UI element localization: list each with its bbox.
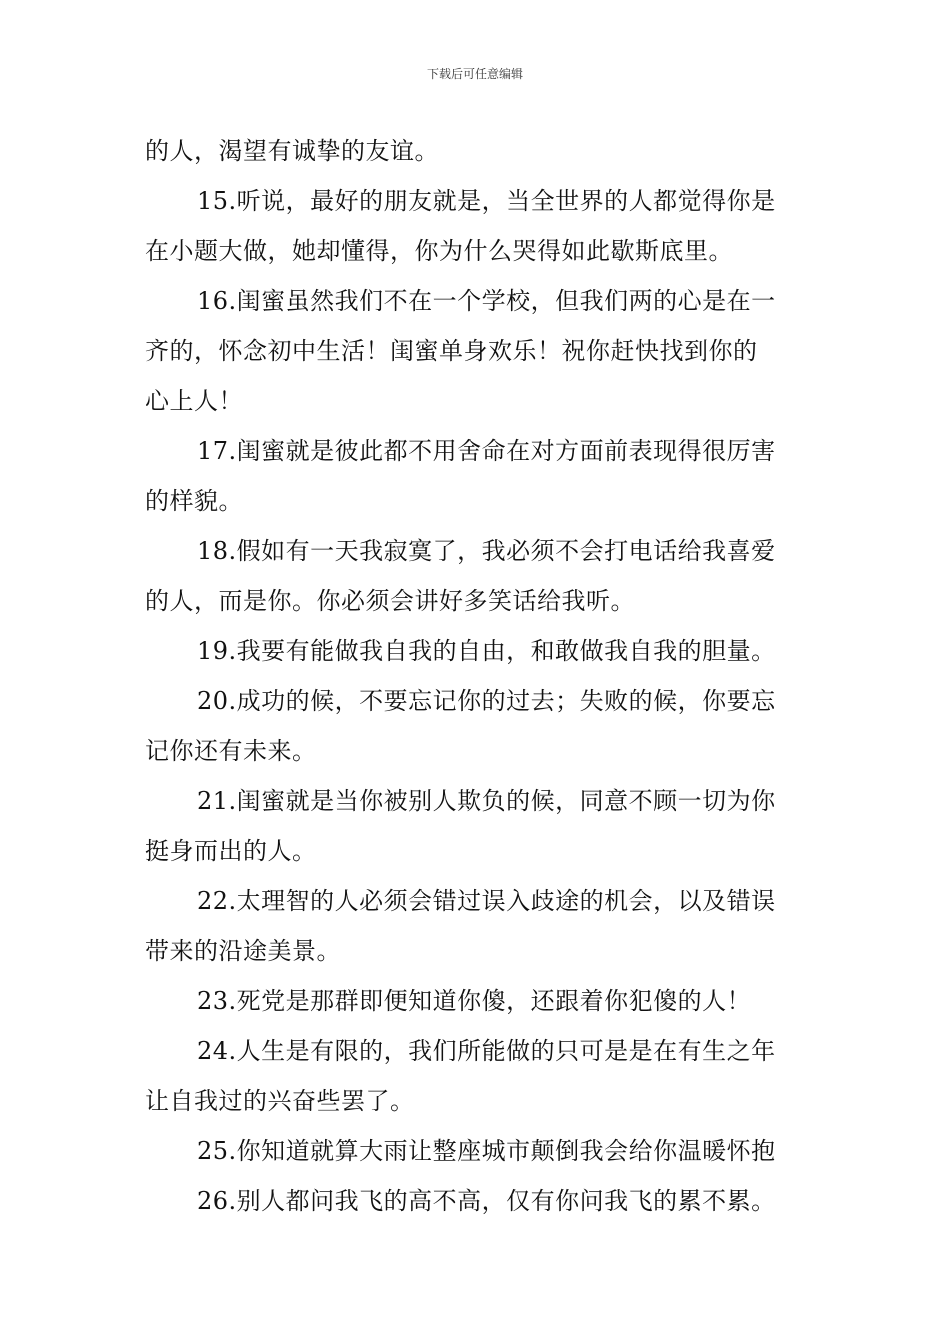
text-line-12: 20.成功的候，不要忘记你的过去；失败的候，你要忘	[197, 687, 776, 715]
text-line-15: 挺身而出的人。	[145, 837, 317, 865]
text-line-19: 24.人生是有限的，我们所能做的只可是是在有生之年	[197, 1037, 776, 1065]
text-line-13: 记你还有未来。	[145, 737, 317, 765]
text-line-6: 心上人！	[145, 387, 243, 415]
text-line-2: 15.听说，最好的朋友就是，当全世界的人都觉得你是	[197, 187, 776, 215]
text-line-16: 22.太理智的人必须会错过误入歧途的机会，以及错误	[197, 887, 776, 915]
text-line-5: 齐的，怀念初中生活！闺蜜单身欢乐！祝你赶快找到你的	[145, 337, 758, 365]
text-line-1: 的人，渴望有诚挚的友谊。	[145, 137, 439, 165]
text-line-22: 26.别人都问我飞的高不高，仅有你问我飞的累不累。	[197, 1187, 776, 1215]
text-line-7: 17.闺蜜就是彼此都不用舍命在对方面前表现得很厉害	[197, 437, 776, 465]
text-line-4: 16.闺蜜虽然我们不在一个学校，但我们两的心是在一	[197, 287, 776, 315]
text-line-20: 让自我过的兴奋些罢了。	[145, 1087, 415, 1115]
text-line-18: 23.死党是那群即便知道你傻，还跟着你犯傻的人！	[197, 987, 752, 1015]
text-line-11: 19.我要有能做我自我的自由，和敢做我自我的胆量。	[197, 637, 776, 665]
text-line-8: 的样貌。	[145, 487, 243, 515]
text-line-3: 在小题大做，她却懂得，你为什么哭得如此歇斯底里。	[145, 237, 733, 265]
text-line-9: 18.假如有一天我寂寞了，我必须不会打电话给我喜爱	[197, 537, 776, 565]
text-line-14: 21.闺蜜就是当你被别人欺负的候，同意不顾一切为你	[197, 787, 776, 815]
document-body	[145, 126, 809, 1226]
text-line-17: 带来的沿途美景。	[145, 937, 341, 965]
text-line-21: 25.你知道就算大雨让整座城市颠倒我会给你温暖怀抱	[197, 1137, 776, 1165]
text-line-10: 的人，而是你。你必须会讲好多笑话给我听。	[145, 587, 635, 615]
page-header-note: 下载后可任意编辑	[426, 67, 523, 81]
